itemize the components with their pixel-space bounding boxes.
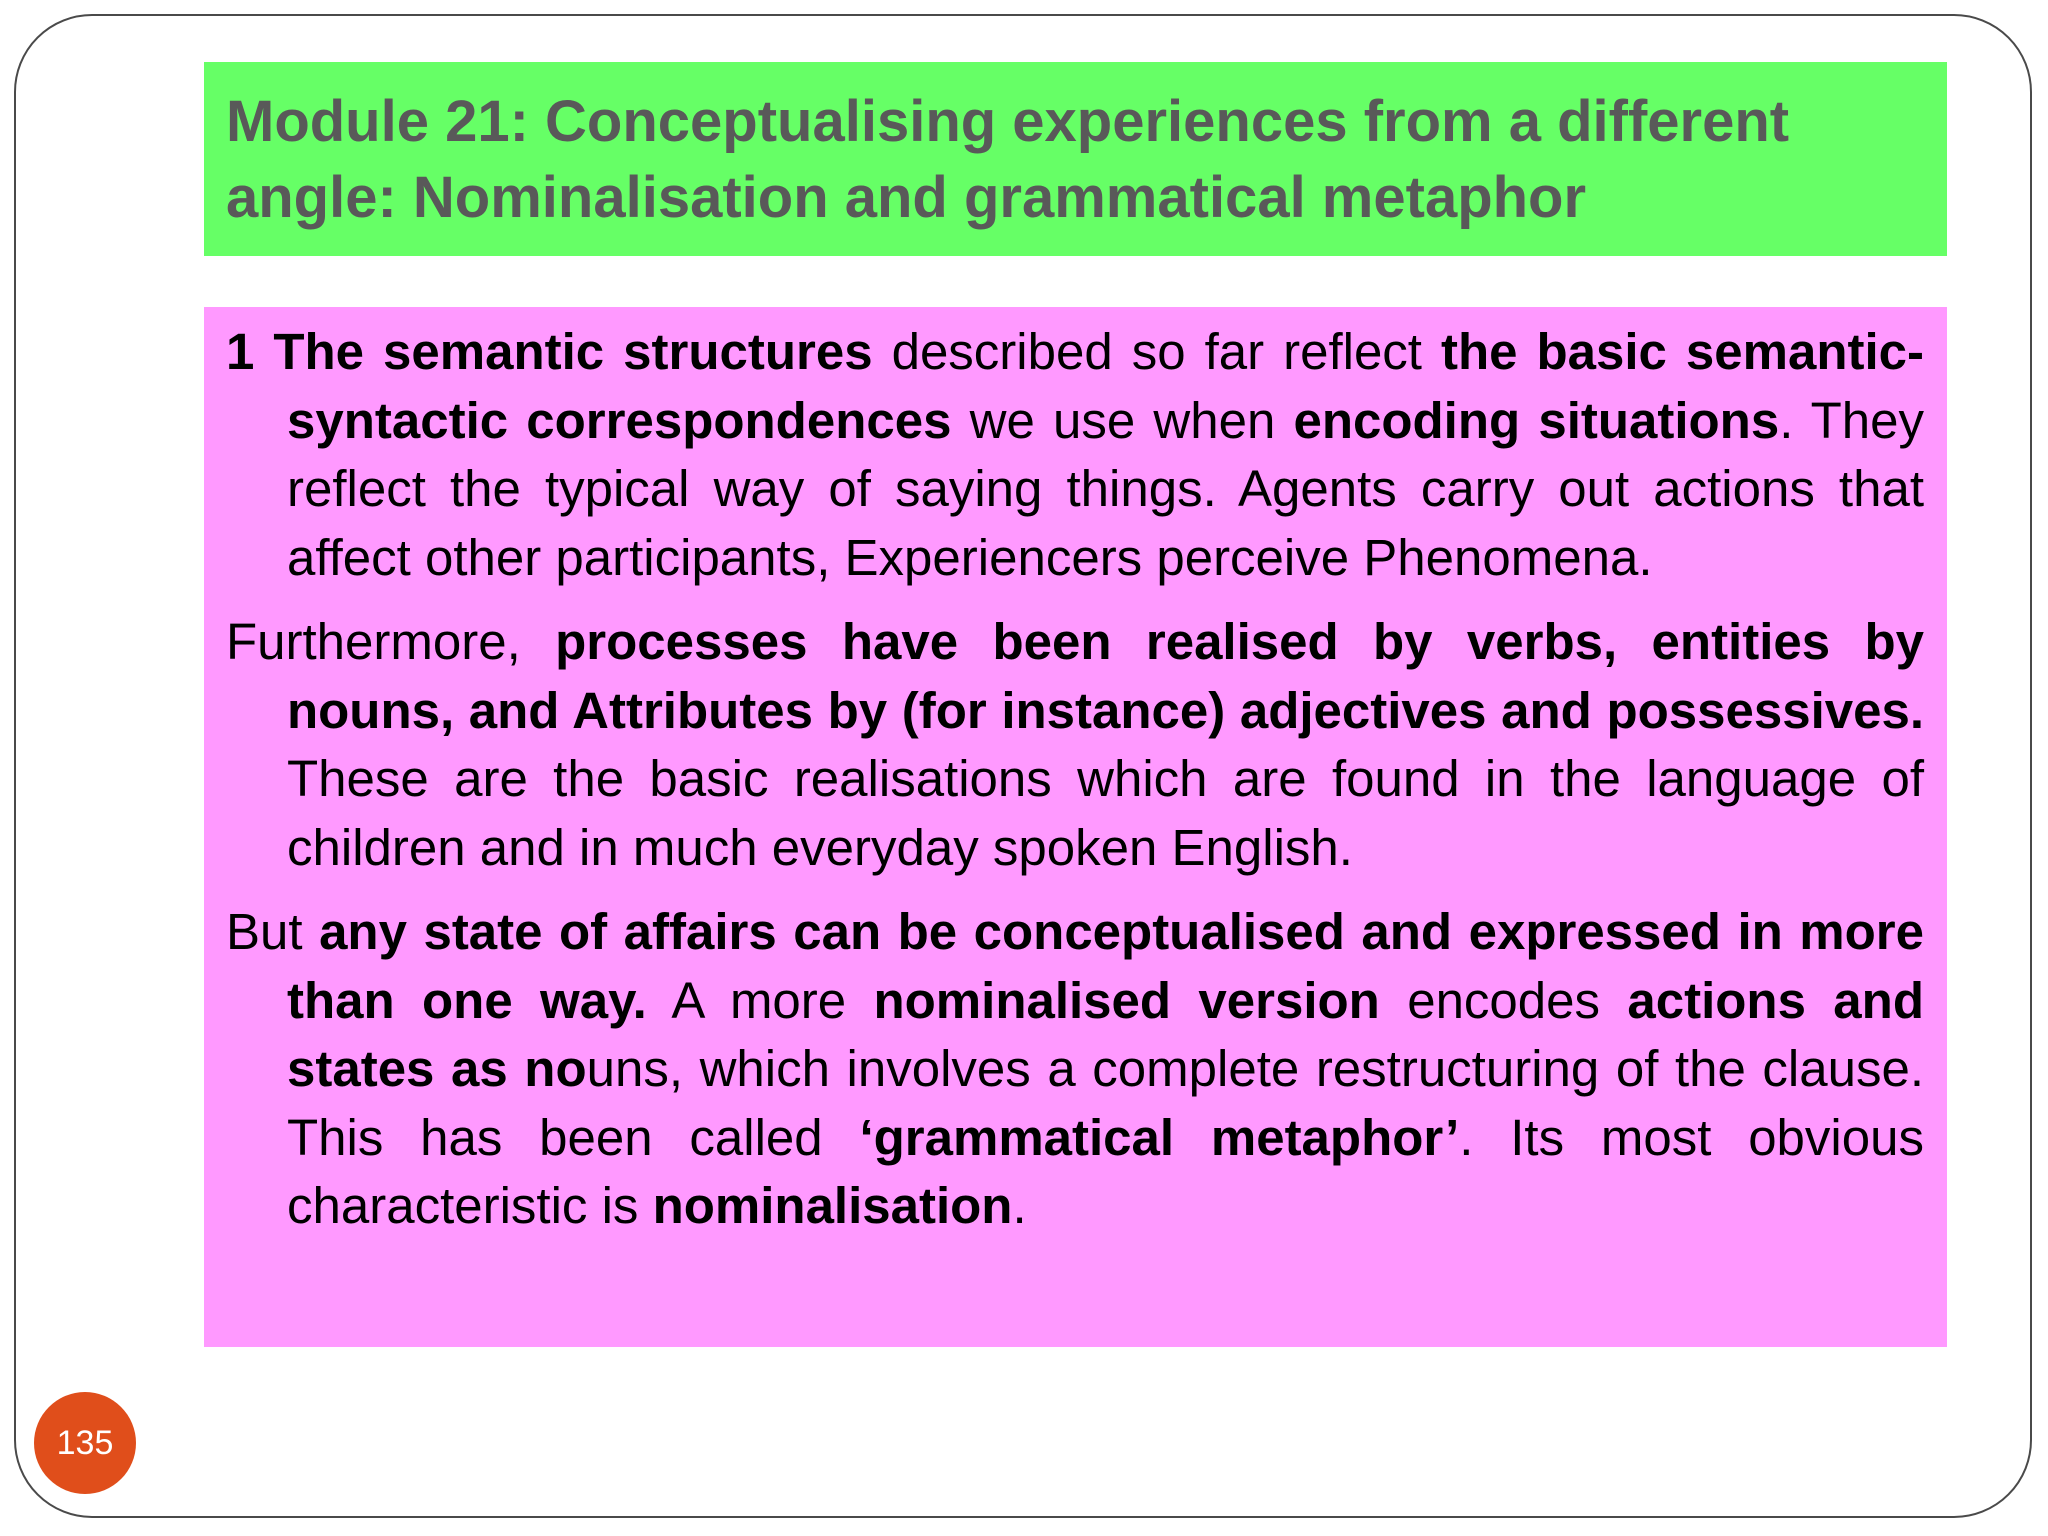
paragraph-3-bold-2: nominalised version — [873, 971, 1380, 1029]
paragraph-1-text-1: described so far reflect — [872, 323, 1441, 380]
paragraph-1 — [226, 318, 1924, 592]
paragraph-2-bold-1: processes have been realised by verbs, entities by nouns, and Attributes by (for instance) adjectives and possessives. — [287, 613, 1924, 739]
paragraph-3-bold-5: nominalisation — [652, 1177, 1013, 1234]
paragraph-3 — [226, 898, 1924, 1241]
page-number-badge — [34, 1392, 136, 1494]
paragraph-2 — [226, 608, 1924, 882]
paragraph-2-text-1: Furthermore, — [226, 613, 556, 670]
paragraph-3-text-6: . — [1012, 1177, 1027, 1234]
paragraph-1-bold-1: The semantic structures — [273, 323, 873, 380]
paragraph-3-text-3: encodes — [1379, 971, 1628, 1029]
paragraph-3-text-1: But — [226, 903, 320, 960]
paragraph-3-bold-1: any state of affairs can be conceptualised and expressed in more than one way. — [287, 903, 1924, 1029]
paragraph-1-bold-3: encoding situations — [1293, 391, 1780, 449]
slide-title — [226, 84, 1925, 236]
title-banner — [204, 62, 1947, 256]
paragraph-1-text-2: we use when — [951, 391, 1294, 449]
paragraph-1-bold-2: the basic semantic-syntactic correspondences — [287, 323, 1924, 449]
paragraph-3-bold-4: ‘grammatical metaphor’ — [859, 1108, 1460, 1166]
paragraph-1-text-3: . They reflect the typical way of saying things. Agents carry out actions that affect other participants, Experiencers perceive Phenomena. — [287, 391, 1925, 586]
paragraph-3-text-5: . Its most obvious characteristic is — [287, 1108, 1924, 1234]
paragraph-1-number: 1 — [226, 323, 274, 380]
slide-title-line-2: angle: Nominalisation and grammatical metaphor — [226, 165, 1587, 230]
paragraph-2-text-2: These are the basic realisations which are found in the language of children and in much everyday spoken English. — [287, 750, 1924, 876]
slide-title-line-1: Module 21: Conceptualising experiences from a different — [226, 89, 1790, 154]
paragraph-3-text-4: uns, which involves a complete restructuring of the clause. This has been called — [287, 1040, 1925, 1166]
paragraph-3-bold-3: actions and states as no — [287, 971, 1924, 1097]
content-text — [226, 318, 1924, 1257]
page-number: 135 — [56, 1423, 114, 1462]
paragraph-3-text-2: A more — [646, 971, 874, 1029]
